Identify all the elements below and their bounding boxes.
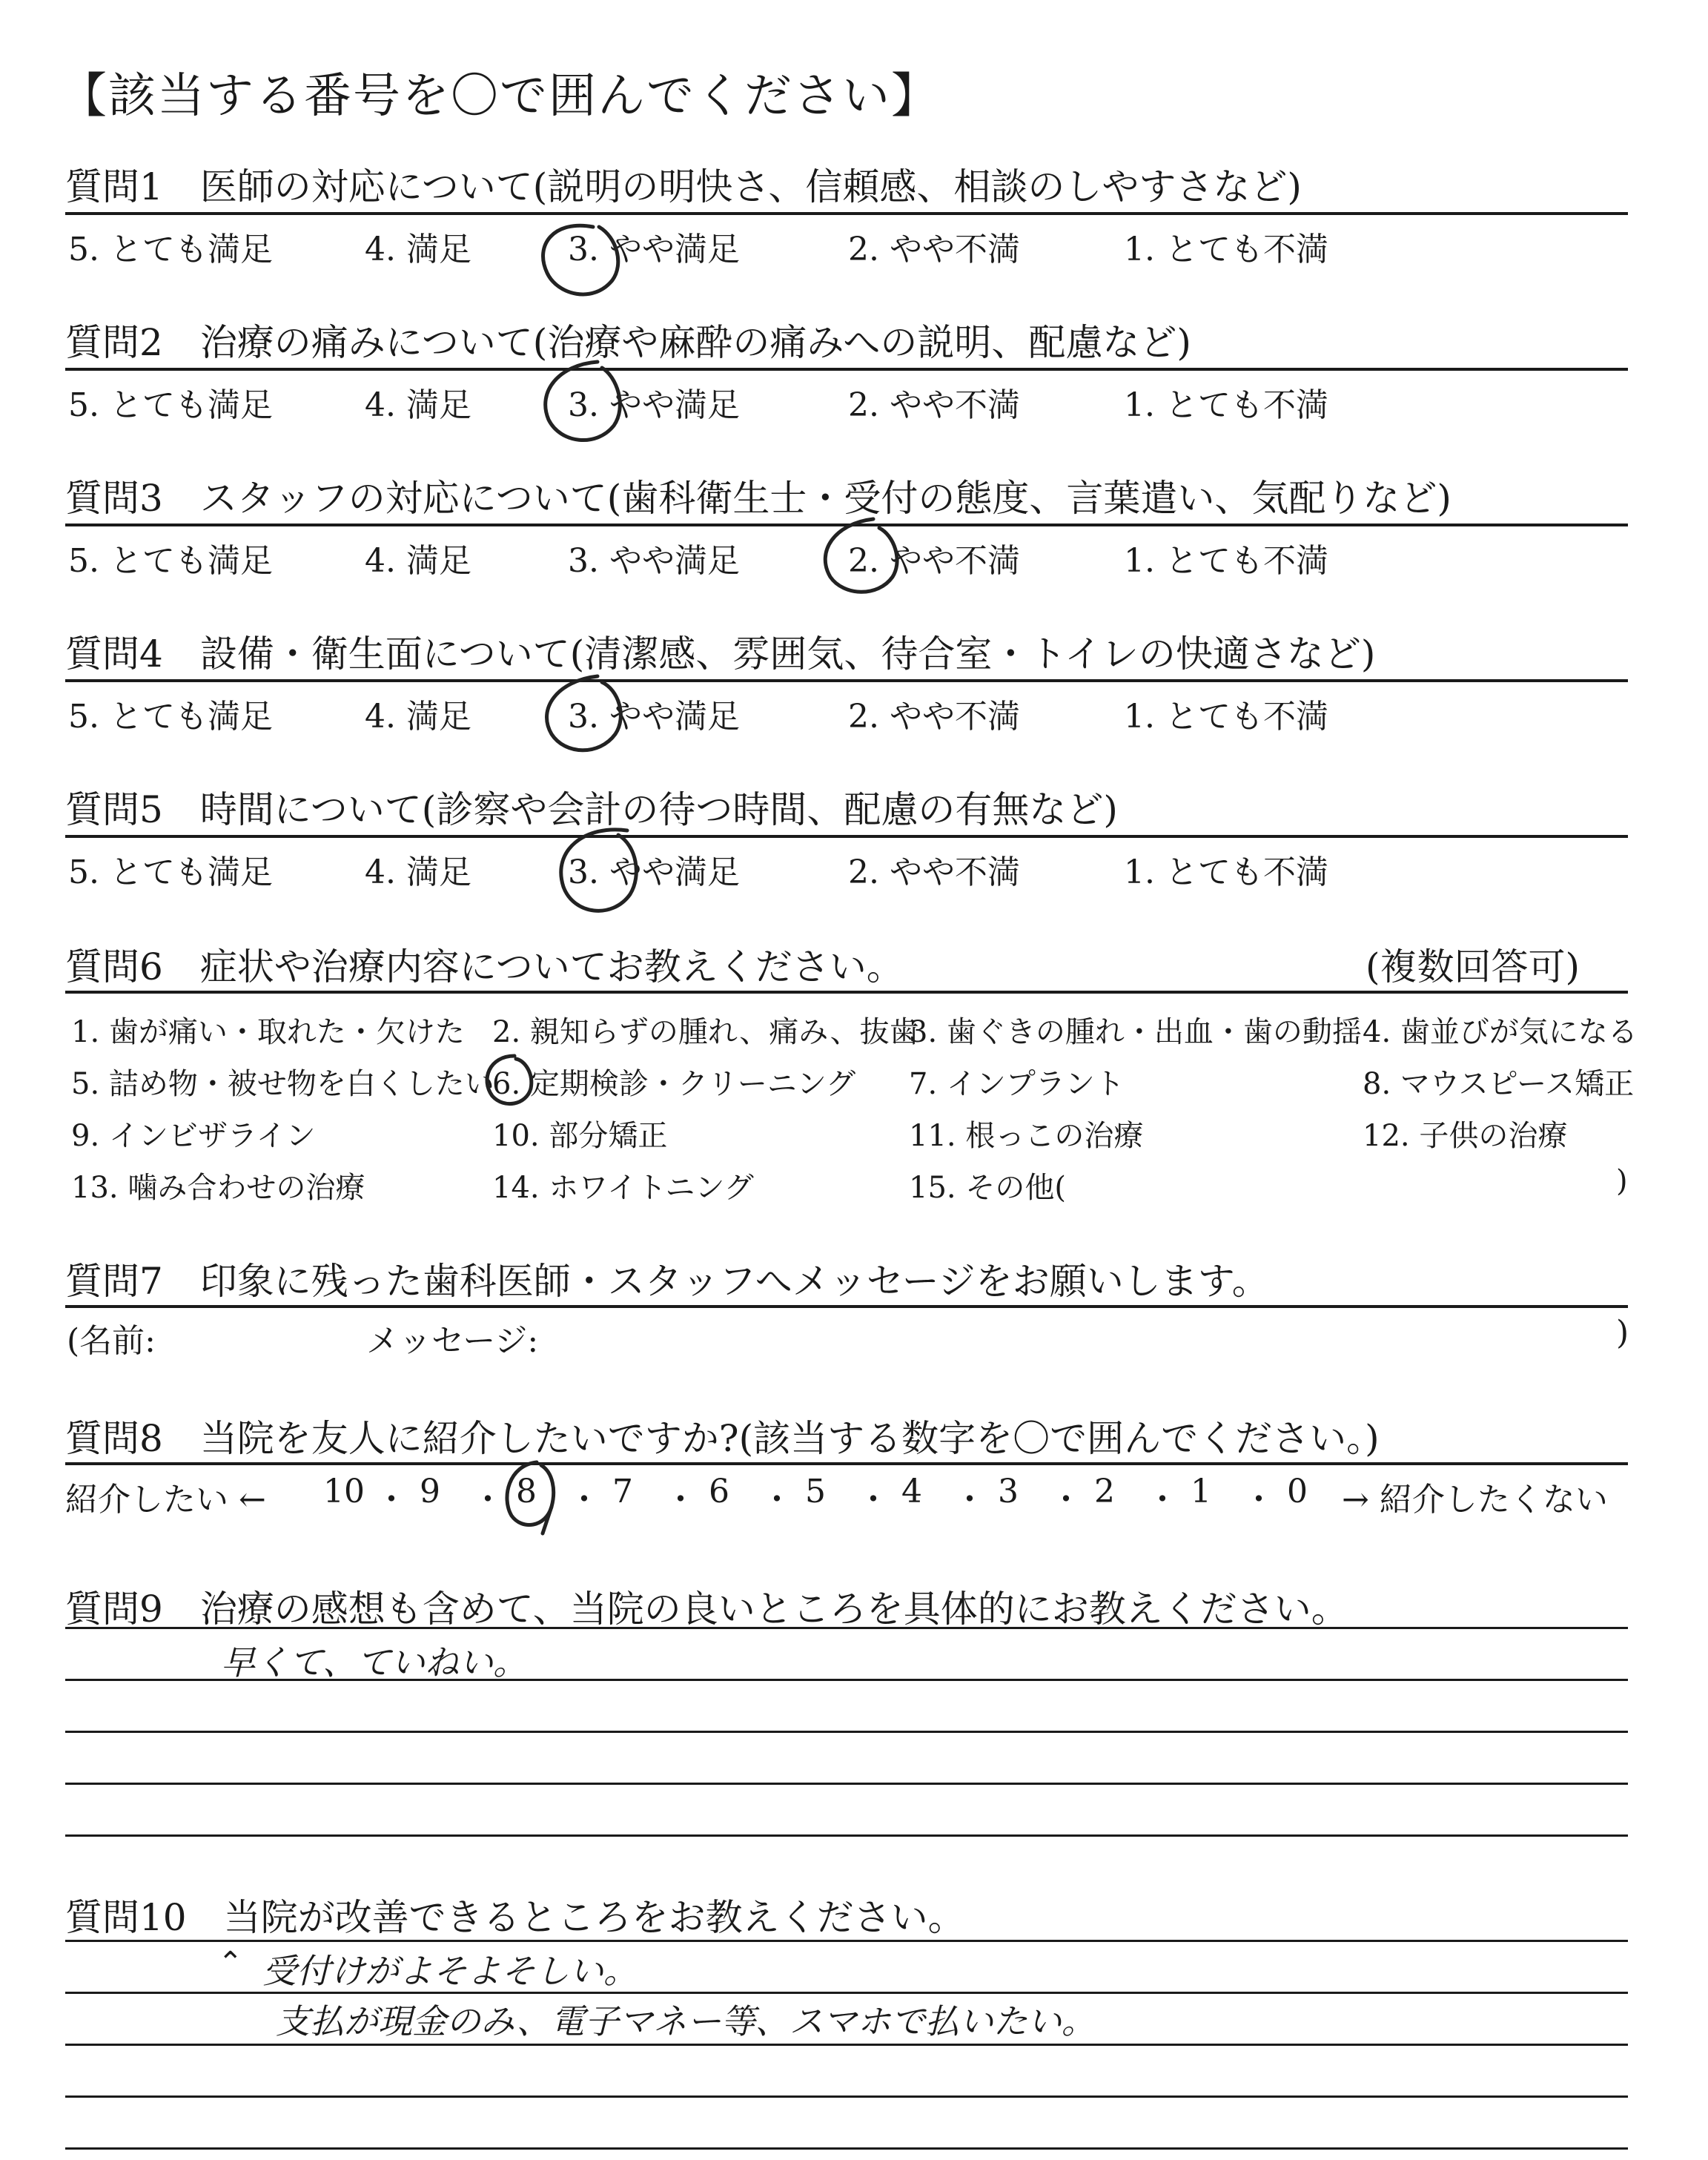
option-1[interactable]: 1. とても不満 — [1124, 542, 1328, 580]
caret-icon: ⌃ — [218, 1946, 243, 1980]
scale-separator-dot: ・ — [1050, 1481, 1082, 1519]
symptom-option-11[interactable]: 11. 根っこの治療 — [909, 1119, 1144, 1153]
symptom-option-1[interactable]: 1. 歯が痛い・取れた・欠けた — [71, 1015, 465, 1049]
page-title: 【該当する番号を〇で囲んでください】 — [59, 69, 940, 124]
option-5[interactable]: 5. とても満足 — [68, 853, 273, 891]
recommend-score-6[interactable]: 6 — [709, 1473, 729, 1510]
recommend-score-7[interactable]: 7 — [612, 1473, 633, 1510]
improvement-answer-line-2[interactable]: 支払が現金のみ、電子マネー等、スマホで払いたい。 — [276, 2001, 1096, 2041]
option-3[interactable]: 3. やや満足 — [568, 231, 740, 268]
scale-separator-dot: ・ — [375, 1481, 408, 1519]
scale-separator-dot: ・ — [857, 1481, 890, 1519]
symptom-option-15[interactable]: 15. その他( — [909, 1171, 1066, 1205]
symptom-option-8[interactable]: 8. マウスピース矯正 — [1363, 1067, 1635, 1101]
option-3[interactable]: 3. やや満足 — [568, 698, 740, 736]
recommend-right-label: → 紹介したくない — [1342, 1481, 1608, 1519]
divider — [65, 1462, 1628, 1465]
option-2[interactable]: 2. やや不満 — [848, 386, 1020, 424]
improvement-answer-line-1[interactable]: 受付けがよそよそしい。 — [262, 1951, 638, 1991]
answer-line — [65, 2044, 1628, 2046]
recommend-score-9[interactable]: 9 — [420, 1473, 440, 1510]
question-4-text: 質問4 設備・衛生面について(清潔感、雰囲気、待合室・トイレの快適さなど) — [65, 633, 1376, 676]
answer-line — [65, 1940, 1628, 1942]
divider — [65, 679, 1628, 682]
question-7-text: 質問7 印象に残った歯科医師・スタッフへメッセージをお願いします。 — [65, 1260, 1269, 1303]
circle-tail-q8 — [543, 1507, 552, 1533]
option-2[interactable]: 2. やや不満 — [848, 853, 1020, 891]
option-3[interactable]: 3. やや満足 — [568, 853, 740, 891]
option-2[interactable]: 2. やや不満 — [848, 698, 1020, 736]
name-field-label: (名前: — [67, 1322, 156, 1360]
recommend-score-2[interactable]: 2 — [1094, 1473, 1115, 1510]
option-1[interactable]: 1. とても不満 — [1124, 698, 1328, 736]
question-9-text: 質問9 治療の感想も含めて、当院の良いところを具体的にお教えください。 — [65, 1588, 1348, 1631]
recommend-score-3[interactable]: 3 — [998, 1473, 1019, 1510]
divider — [65, 524, 1628, 526]
symptom-option-12[interactable]: 12. 子供の治療 — [1363, 1119, 1568, 1153]
recommend-score-8[interactable]: 8 — [516, 1473, 537, 1510]
answer-line — [65, 1731, 1628, 1733]
question-5-text: 質問5 時間について(診察や会計の待つ時間、配慮の有無など) — [65, 788, 1118, 831]
recommend-score-5[interactable]: 5 — [805, 1473, 826, 1510]
recommend-score-0[interactable]: 0 — [1287, 1473, 1308, 1510]
symptom-option-7[interactable]: 7. インプラント — [909, 1067, 1125, 1101]
answer-line — [65, 2147, 1628, 2150]
message-close-paren: ) — [1616, 1314, 1629, 1352]
answer-line — [65, 2095, 1628, 2098]
symptom-option-6[interactable]: 6. 定期検診・クリーニング — [492, 1067, 856, 1101]
answer-line — [65, 1627, 1628, 1629]
message-field-label: メッセージ: — [366, 1322, 539, 1360]
option-4[interactable]: 4. 満足 — [365, 698, 471, 736]
option-3[interactable]: 3. やや満足 — [568, 542, 740, 580]
other-close-paren: ) — [1616, 1164, 1628, 1198]
scale-separator-dot: ・ — [761, 1481, 793, 1519]
divider — [65, 368, 1628, 371]
question-2-text: 質問2 治療の痛みについて(治療や麻酔の痛みへの説明、配慮など) — [65, 321, 1191, 364]
option-5[interactable]: 5. とても満足 — [68, 386, 273, 424]
option-4[interactable]: 4. 満足 — [365, 386, 471, 424]
recommend-score-4[interactable]: 4 — [901, 1473, 922, 1510]
symptom-option-14[interactable]: 14. ホワイトニング — [492, 1171, 754, 1205]
option-4[interactable]: 4. 満足 — [365, 853, 471, 891]
divider — [65, 835, 1628, 838]
divider — [65, 991, 1628, 994]
symptom-option-4[interactable]: 4. 歯並びが気になる — [1363, 1015, 1638, 1049]
question-10-text: 質問10 当院が改善できるところをお教えください。 — [65, 1896, 965, 1939]
question-6-text: 質問6 症状や治療内容についてお教えください。 — [65, 945, 904, 988]
answer-line — [65, 1783, 1628, 1785]
question-3-text: 質問3 スタッフの対応について(歯科衛生士・受付の態度、言葉遣い、気配りなど) — [65, 477, 1452, 520]
symptom-option-5[interactable]: 5. 詰め物・被せ物を白くしたい — [71, 1067, 494, 1101]
recommend-score-1[interactable]: 1 — [1191, 1473, 1211, 1510]
good-points-answer[interactable]: 早くて、ていねい。 — [221, 1642, 528, 1682]
symptom-option-2[interactable]: 2. 親知らずの腫れ、痛み、抜歯 — [492, 1015, 919, 1049]
option-5[interactable]: 5. とても満足 — [68, 231, 273, 268]
recommend-score-10[interactable]: 10 — [323, 1473, 365, 1510]
option-1[interactable]: 1. とても不満 — [1124, 386, 1328, 424]
answer-line — [65, 1834, 1628, 1837]
question-8-text: 質問8 当院を友人に紹介したいですか?(該当する数字を〇で囲んでください。) — [65, 1417, 1380, 1460]
divider — [65, 1305, 1628, 1308]
scale-separator-dot: ・ — [953, 1481, 986, 1519]
question-1-text: 質問1 医師の対応について(説明の明快さ、信頼感、相談のしやすさなど) — [65, 165, 1302, 208]
option-1[interactable]: 1. とても不満 — [1124, 853, 1328, 891]
recommend-left-label: 紹介したい ← — [65, 1481, 266, 1519]
scale-separator-dot: ・ — [1242, 1481, 1275, 1519]
scale-separator-dot: ・ — [1146, 1481, 1179, 1519]
symptom-option-10[interactable]: 10. 部分矯正 — [492, 1119, 668, 1153]
option-5[interactable]: 5. とても満足 — [68, 698, 273, 736]
symptom-option-9[interactable]: 9. インビザライン — [71, 1119, 316, 1153]
multiple-answers-note: (複数回答可) — [1366, 945, 1580, 988]
option-3[interactable]: 3. やや満足 — [568, 386, 740, 424]
option-4[interactable]: 4. 満足 — [365, 542, 471, 580]
option-4[interactable]: 4. 満足 — [365, 231, 471, 268]
scale-separator-dot: ・ — [664, 1481, 697, 1519]
option-5[interactable]: 5. とても満足 — [68, 542, 273, 580]
scale-separator-dot: ・ — [471, 1481, 504, 1519]
symptom-option-3[interactable]: 3. 歯ぐきの腫れ・出血・歯の動揺 — [909, 1015, 1362, 1049]
scale-separator-dot: ・ — [568, 1481, 600, 1519]
divider — [65, 212, 1628, 215]
symptom-option-13[interactable]: 13. 噛み合わせの治療 — [71, 1171, 365, 1205]
option-2[interactable]: 2. やや不満 — [848, 231, 1020, 268]
option-2[interactable]: 2. やや不満 — [848, 542, 1020, 580]
option-1[interactable]: 1. とても不満 — [1124, 231, 1328, 268]
